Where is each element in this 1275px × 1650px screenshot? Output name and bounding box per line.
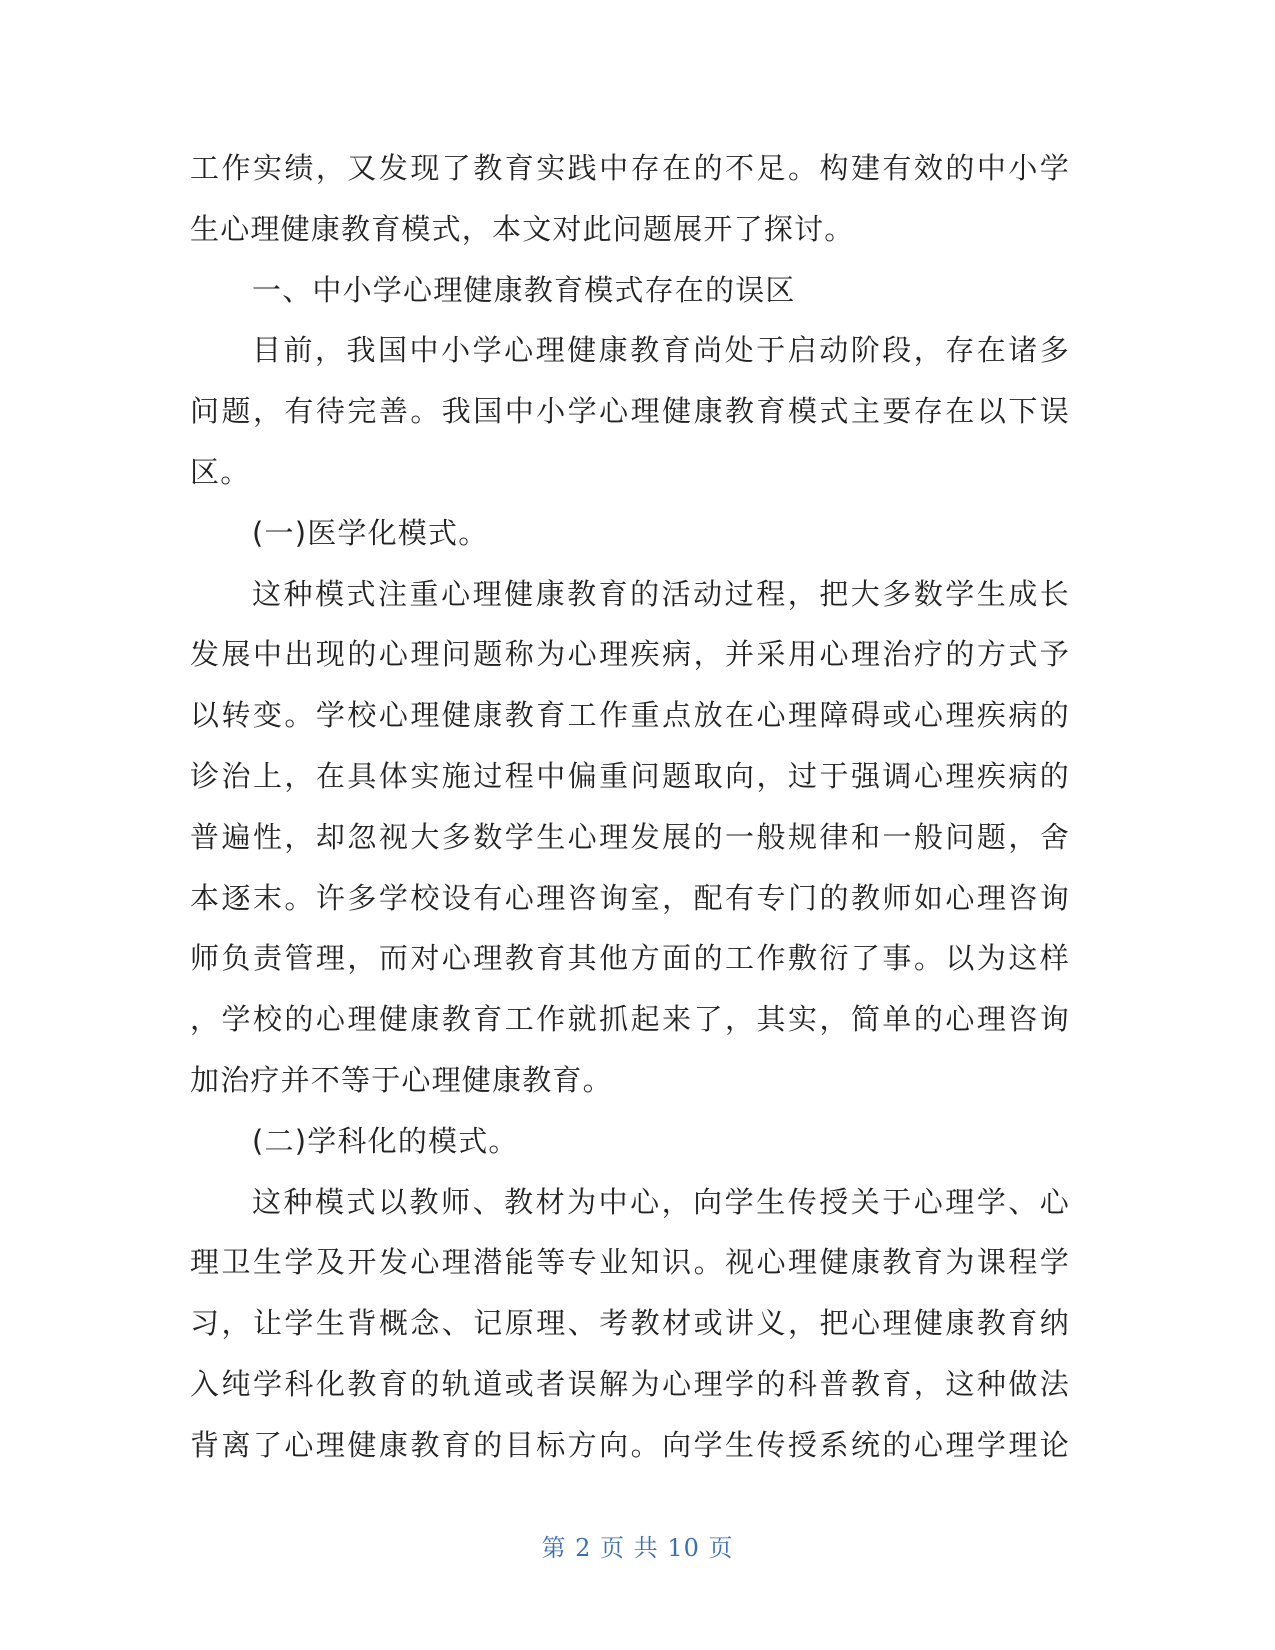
text-line: 这种模式注重心理健康教育的活动过程，把大多数学生成长 [252, 576, 1070, 611]
text-line: ，学校的心理健康教育工作就抓起来了，其实，简单的心理咨询 [190, 1002, 1070, 1037]
current-page-number: 2 [575, 1534, 592, 1562]
text-line: 这种模式以教师、教材为中心，向学生传授关于心理学、心 [252, 1184, 1070, 1219]
text-line: 问题，有待完善。我国中小学心理健康教育模式主要存在以下误 [190, 394, 1070, 429]
text-line: 区。 [190, 454, 251, 489]
text-line: 背离了心理健康教育的目标方向。向学生传授系统的心理学理论 [190, 1427, 1070, 1462]
total-page-count: 10 [667, 1534, 700, 1562]
text-line: 本逐末。许多学校设有心理咨询室，配有专门的教师如心理咨询 [190, 880, 1070, 915]
text-line: 工作实绩，又发现了教育实践中存在的不足。构建有效的中小学 [190, 151, 1070, 185]
footer-prefix: 第 [541, 1534, 567, 1562]
subsection-heading: (一)医学化模式。 [252, 515, 489, 550]
text-line: 师负责管理，而对心理教育其他方面的工作敷衍了事。以为这样 [190, 941, 1070, 976]
text-line: 加治疗并不等于心理健康教育。 [190, 1062, 613, 1097]
text-line: 以转变。学校心理健康教育工作重点放在心理障碍或心理疾病的 [190, 698, 1070, 733]
text-line: 入纯学科化教育的轨道或者误解为心理学的科普教育，这种做法 [190, 1366, 1070, 1401]
page-footer [0, 1528, 1275, 1563]
footer-suffix: 页 [708, 1534, 734, 1562]
text-line: 习，让学生背概念、记原理、考教材或讲义，把心理健康教育纳 [190, 1306, 1070, 1341]
text-line: 普遍性，却忽视大多数学生心理发展的一般规律和一般问题，舍 [190, 819, 1070, 854]
body-text [190, 138, 1070, 1476]
subsection-heading: (二)学科化的模式。 [252, 1123, 519, 1158]
section-heading: 一、中小学心理健康教育模式存在的误区 [252, 272, 796, 307]
text-line: 发展中出现的心理问题称为心理疾病，并采用心理治疗的方式予 [190, 637, 1070, 672]
text-line: 生心理健康教育模式，本文对此问题展开了探讨。 [190, 211, 855, 246]
text-line: 诊治上，在具体实施过程中偏重问题取向，过于强调心理疾病的 [190, 758, 1070, 793]
text-line: 目前，我国中小学心理健康教育尚处于启动阶段，存在诸多 [252, 333, 1070, 368]
footer-middle: 页 共 [600, 1534, 659, 1562]
text-line: 理卫生学及开发心理潜能等专业知识。视心理健康教育为课程学 [190, 1245, 1070, 1280]
